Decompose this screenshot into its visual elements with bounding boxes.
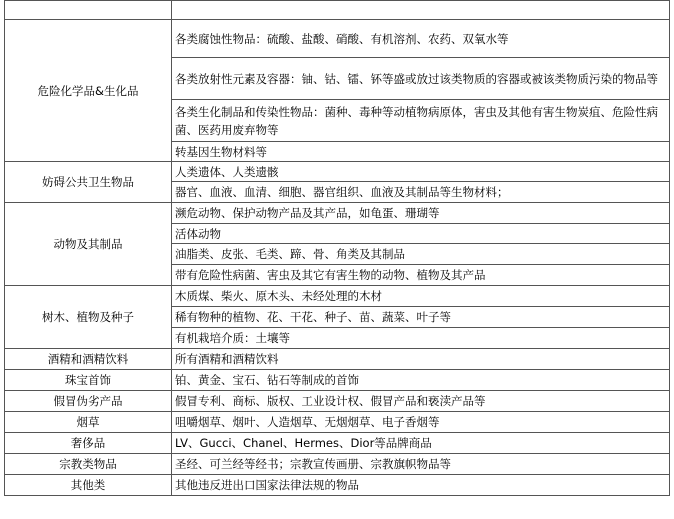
table-row	[5, 203, 670, 224]
item-cell: 所有酒精和酒精饮料	[172, 349, 670, 370]
item-cell: 各类腐蚀性物品：硫酸、盐酸、硝酸、有机溶剂、农药、双氧水等	[172, 20, 670, 58]
category-cell: 珠宝首饰	[5, 370, 172, 391]
item-cell: 带有危险性病菌、害虫及其它有害生物的动物、植物及其产品	[172, 265, 670, 286]
blank-cell	[5, 1, 172, 20]
table-row	[5, 1, 670, 20]
category-cell: 宗教类物品	[5, 454, 172, 475]
table-row	[5, 286, 670, 307]
item-cell: LV、Gucci、Chanel、Hermes、Dior等品牌商品	[172, 433, 670, 454]
category-cell: 危险化学品&生化品	[5, 20, 172, 162]
table-row	[5, 391, 670, 412]
item-cell: 木质煤、柴火、原木头、未经处理的木材	[172, 286, 670, 307]
item-cell: 各类放射性元素及容器：铀、钴、镭、钚等盛或放过该类物质的容器或被该类物质污染的物品等	[172, 58, 670, 100]
item-cell: 器官、血液、血清、细胞、器官组织、血液及其制品等生物材料；	[172, 182, 670, 203]
table-row	[5, 370, 670, 391]
table-row	[5, 162, 670, 182]
item-cell: 铂、黄金、宝石、钻石等制成的首饰	[172, 370, 670, 391]
blank-cell	[172, 1, 670, 20]
item-cell: 稀有物种的植物、花、干花、种子、苗、蔬菜、叶子等	[172, 307, 670, 328]
item-cell: 转基因生物材料等	[172, 142, 670, 162]
item-cell: 其他违反进出口国家法律法规的物品	[172, 475, 670, 496]
category-cell: 树木、植物及种子	[5, 286, 172, 349]
category-cell: 其他类	[5, 475, 172, 496]
table-row	[5, 412, 670, 433]
table-row	[5, 349, 670, 370]
item-cell: 有机栽培介质：土壤等	[172, 328, 670, 349]
category-cell: 妨碍公共卫生物品	[5, 162, 172, 203]
table-row	[5, 454, 670, 475]
category-cell: 动物及其制品	[5, 203, 172, 286]
category-cell: 假冒伪劣产品	[5, 391, 172, 412]
item-cell: 油脂类、皮张、毛类、蹄、骨、角类及其制品	[172, 244, 670, 265]
item-cell: 人类遗体、人类遗骸	[172, 162, 670, 182]
table-row	[5, 20, 670, 58]
table-row	[5, 475, 670, 496]
category-cell: 奢侈品	[5, 433, 172, 454]
item-cell: 圣经、可兰经等经书；宗教宣传画册、宗教旗帜物品等	[172, 454, 670, 475]
category-cell: 酒精和酒精饮料	[5, 349, 172, 370]
prohibited-items-table	[4, 0, 670, 496]
item-cell: 濒危动物、保护动物产品及其产品，如龟蛋、珊瑚等	[172, 203, 670, 224]
category-cell: 烟草	[5, 412, 172, 433]
item-cell: 活体动物	[172, 224, 670, 244]
item-cell: 假冒专利、商标、版权、工业设计权、假冒产品和亵渎产品等	[172, 391, 670, 412]
item-cell: 咀嚼烟草、烟叶、人造烟草、无烟烟草、电子香烟等	[172, 412, 670, 433]
table-row	[5, 433, 670, 454]
item-cell: 各类生化制品和传染性物品：菌种、毒种等动植物病原体，害虫及其他有害生物炭疽、危险性病菌、医药用废弃物等	[172, 100, 670, 142]
